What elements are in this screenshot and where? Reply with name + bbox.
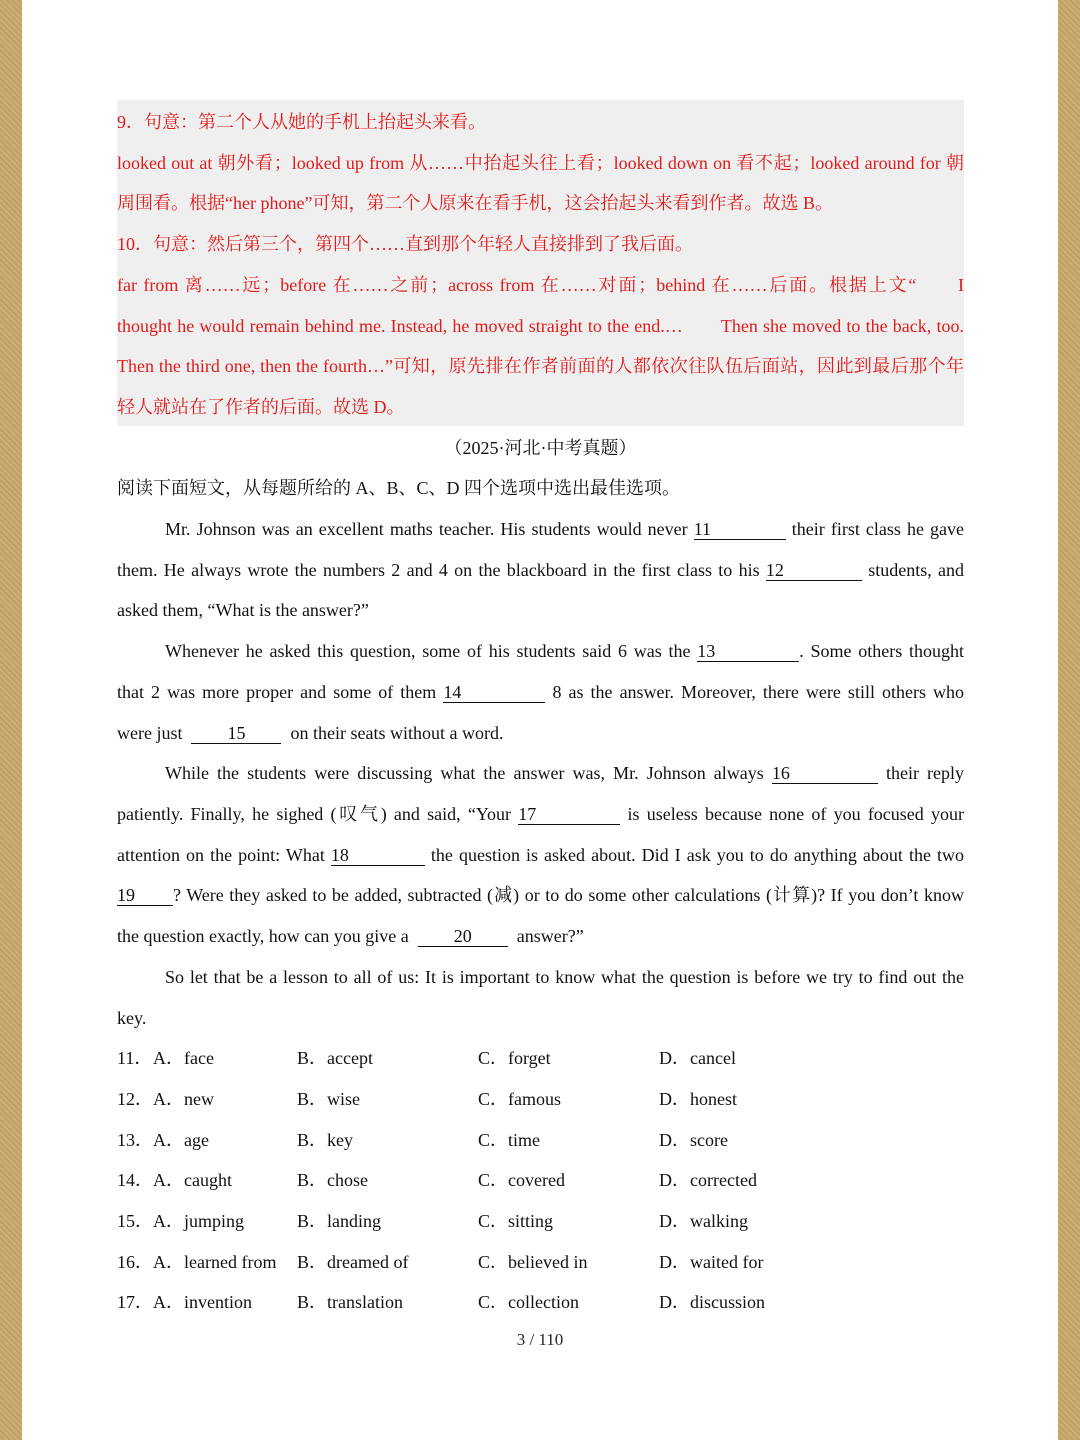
option-c[interactable]: C．sitting bbox=[478, 1211, 554, 1231]
passage-line: asked them, “What is the answer?” bbox=[117, 600, 369, 620]
q10-analysis-line: 轻人就站在了作者的后面。故选 D。 bbox=[117, 397, 405, 417]
blank-18[interactable]: 18 bbox=[331, 845, 425, 866]
option-b[interactable]: B．dreamed of bbox=[297, 1252, 409, 1272]
passage-line: the question exactly, how can you give a 20 answer?” bbox=[117, 926, 584, 946]
option-a[interactable]: A．face bbox=[153, 1048, 214, 1068]
blank-13[interactable]: 13 bbox=[697, 641, 799, 662]
blank-12[interactable]: 12 bbox=[766, 560, 862, 581]
q10-analysis-line: far from 离……远；before 在……之前；across from 在……对面；behind 在……后面。根据上文“ I bbox=[117, 275, 964, 295]
option-c[interactable]: C．forget bbox=[478, 1048, 551, 1068]
blank-14[interactable]: 14 bbox=[443, 682, 545, 703]
option-d[interactable]: D．walking bbox=[659, 1211, 748, 1231]
option-a[interactable]: A．learned from bbox=[153, 1252, 277, 1272]
passage-line: were just 15 on their seats without a word. bbox=[117, 723, 504, 743]
instruction: 阅读下面短文，从每题所给的 A、B、C、D 四个选项中选出最佳选项。 bbox=[117, 478, 681, 498]
option-d[interactable]: D．cancel bbox=[659, 1048, 736, 1068]
option-row: 16． A．learned from B．dreamed of C．believed in D．waited for bbox=[117, 1252, 764, 1272]
option-row: 13． A．age B．key C．time D．score bbox=[117, 1130, 728, 1150]
q10-analysis-line: thought he would remain behind me. Instead, he moved straight to the end.… Then she moved to the back, too. bbox=[117, 316, 964, 336]
option-b[interactable]: B．key bbox=[297, 1130, 353, 1150]
blank-15[interactable]: 15 bbox=[191, 723, 281, 744]
option-c[interactable]: C．famous bbox=[478, 1089, 561, 1109]
passage-line: key. bbox=[117, 1008, 147, 1028]
option-d[interactable]: D．discussion bbox=[659, 1292, 766, 1312]
q10-analysis-title: 10．句意：然后第三个，第四个……直到那个年轻人直接排到了我后面。 bbox=[117, 234, 693, 254]
passage-line: Whenever he asked this question, some of his students said 6 was the 13 . Some others thought bbox=[165, 641, 965, 661]
option-row: 14． A．caught B．chose C．covered D．corrected bbox=[117, 1170, 757, 1190]
option-c[interactable]: C．covered bbox=[478, 1170, 565, 1190]
option-b[interactable]: B．wise bbox=[297, 1089, 360, 1109]
passage-line: Mr. Johnson was an excellent maths teacher. His students would never 11 their first class he gave bbox=[165, 519, 965, 539]
passage-line: So let that be a lesson to all of us: It is important to know what the question is before we try to find out the bbox=[165, 967, 964, 987]
q9-analysis-line: looked out at 朝外看；looked up from 从……中抬起头往上看；looked down on 看不起；looked around for 朝 bbox=[117, 153, 964, 173]
option-d[interactable]: D．score bbox=[659, 1130, 728, 1150]
blank-17[interactable]: 17 bbox=[518, 804, 620, 825]
q9-analysis-title: 9．句意：第二个人从她的手机上抬起头来看。 bbox=[117, 112, 486, 132]
passage-line: While the students were discussing what the answer was, Mr. Johnson always 16 their reply bbox=[165, 763, 965, 783]
blank-19[interactable]: 19 bbox=[117, 885, 173, 906]
passage-line: attention on the point: What 18 the question is asked about. Did I ask you to do anything about the two bbox=[117, 845, 964, 865]
q10-analysis-line: Then the third one, then the fourth…”可知，原先排在作者前面的人都依次往队伍后面站，因此到最后那个年 bbox=[117, 356, 964, 376]
option-row: 11． A．face B．accept C．forget D．cancel bbox=[117, 1048, 736, 1068]
option-d[interactable]: D．corrected bbox=[659, 1170, 757, 1190]
blank-11[interactable]: 11 bbox=[694, 519, 786, 540]
option-c[interactable]: C．believed in bbox=[478, 1252, 588, 1272]
passage-line: them. He always wrote the numbers 2 and 4 on the blackboard in the first class to his 12 students, and bbox=[117, 560, 965, 580]
option-d[interactable]: D．honest bbox=[659, 1089, 737, 1109]
blank-16[interactable]: 16 bbox=[772, 763, 878, 784]
option-b[interactable]: B．landing bbox=[297, 1211, 381, 1231]
option-a[interactable]: A．jumping bbox=[153, 1211, 245, 1231]
passage-line: that 2 was more proper and some of them 14 8 as the answer. Moreover, there were still others who bbox=[117, 682, 965, 702]
option-c[interactable]: C．collection bbox=[478, 1292, 579, 1312]
option-a[interactable]: A．new bbox=[153, 1089, 214, 1109]
option-row: 17． A．invention B．translation C．collection D．discussion bbox=[117, 1292, 766, 1312]
q9-analysis-line: 周围看。根据“her phone”可知，第二个人原来在看手机，这会抬起头来看到作者。故选 B。 bbox=[117, 193, 833, 213]
passage-line: 19 ? Were they asked to be added, subtracted (减) or to do some other calculations (计算)? If you don’t know bbox=[117, 885, 964, 905]
passage-line: patiently. Finally, he sighed (叹气) and said, “Your 17 is useless because none of you focused your bbox=[117, 804, 965, 824]
option-b[interactable]: B．accept bbox=[297, 1048, 373, 1068]
option-row: 15． A．jumping B．landing C．sitting D．walking bbox=[117, 1211, 748, 1231]
section-title: （2025·河北·中考真题） bbox=[444, 438, 637, 458]
option-a[interactable]: A．age bbox=[153, 1130, 209, 1150]
blank-20[interactable]: 20 bbox=[418, 926, 508, 947]
page-number: 3 / 110 bbox=[516, 1330, 564, 1349]
option-a[interactable]: A．caught bbox=[153, 1170, 232, 1190]
option-a[interactable]: A．invention bbox=[153, 1292, 252, 1312]
option-d[interactable]: D．waited for bbox=[659, 1252, 764, 1272]
option-c[interactable]: C．time bbox=[478, 1130, 540, 1150]
option-b[interactable]: B．translation bbox=[297, 1292, 403, 1312]
option-b[interactable]: B．chose bbox=[297, 1170, 368, 1190]
option-row: 12． A．new B．wise C．famous D．honest bbox=[117, 1089, 737, 1109]
